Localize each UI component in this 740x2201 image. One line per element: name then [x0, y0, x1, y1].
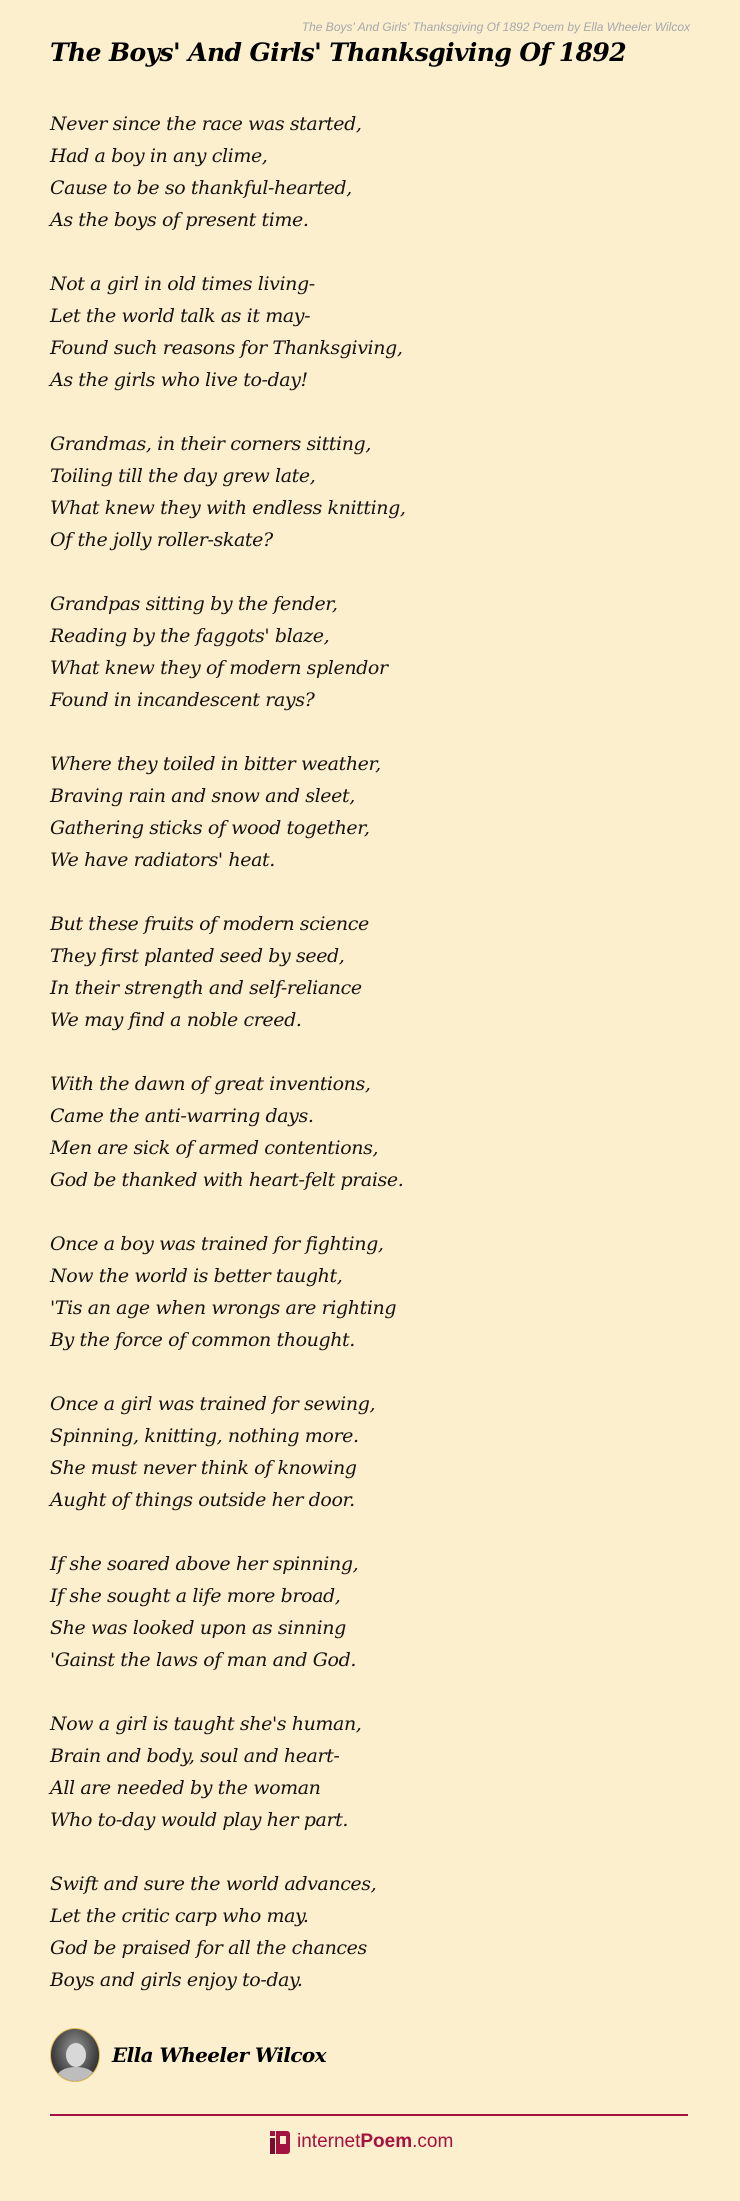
poem-line: As the girls who live to-day!: [50, 369, 308, 391]
logo-text-internet: internet: [297, 2131, 361, 2152]
logo-text-domain: .com: [412, 2131, 454, 2152]
poem-line: We may find a noble creed.: [50, 1009, 302, 1031]
stanza: [50, 588, 406, 716]
poem-line: 'Gainst the laws of man and God.: [50, 1649, 356, 1671]
poem-line: In their strength and self-reliance: [50, 977, 362, 999]
site-logo[interactable]: [270, 2129, 453, 2155]
poem-line: We have radiators' heat.: [50, 849, 275, 871]
poem-line: Of the jolly roller-skate?: [50, 529, 273, 551]
poem-line: Never since the race was started,: [50, 113, 362, 135]
poem-line: Had a boy in any clime,: [50, 145, 268, 167]
poem-line: Reading by the faggots' blaze,: [50, 625, 330, 647]
poem-line: Found such reasons for Thanksgiving,: [50, 337, 403, 359]
logo-text-poem: Poem: [360, 2131, 413, 2152]
poem-line: Aught of things outside her door.: [50, 1489, 355, 1511]
poem-line: Grandmas, in their corners sitting,: [50, 433, 371, 455]
stanza: [50, 748, 406, 876]
poem-line: As the boys of present time.: [50, 209, 309, 231]
poem-line: Brain and body, soul and heart-: [50, 1745, 340, 1767]
poem-line: Grandpas sitting by the fender,: [50, 593, 338, 615]
poem-line: She must never think of knowing: [50, 1457, 357, 1479]
stanza: [50, 428, 406, 556]
poem-line: What knew they of modern splendor: [50, 657, 388, 679]
stanza: [50, 108, 406, 236]
ip-logo-icon: [270, 2129, 290, 2155]
stanza: [50, 1708, 406, 1836]
poem-line: Let the critic carp who may.: [50, 1905, 309, 1927]
stanza: [50, 1548, 406, 1676]
poem-line: If she sought a life more broad,: [50, 1585, 341, 1607]
poem-line: She was looked upon as sinning: [50, 1617, 346, 1639]
poem-line: With the dawn of great inventions,: [50, 1073, 371, 1095]
poem-line: Once a girl was trained for sewing,: [50, 1393, 376, 1415]
author-name[interactable]: Ella Wheeler Wilcox: [112, 2043, 326, 2067]
poem-line: All are needed by the woman: [50, 1777, 321, 1799]
poem-line: Now the world is better taught,: [50, 1265, 343, 1287]
poem-line: Cause to be so thankful-hearted,: [50, 177, 352, 199]
poem-line: Where they toiled in bitter weather,: [50, 753, 381, 775]
stanza: [50, 1068, 406, 1196]
poem-line: Boys and girls enjoy to-day.: [50, 1969, 303, 1991]
stanza: [50, 1228, 406, 1356]
poem-line: Spinning, knitting, nothing more.: [50, 1425, 359, 1447]
poem-line: Found in incandescent rays?: [50, 689, 315, 711]
poem-line: Now a girl is taught she's human,: [50, 1713, 362, 1735]
poem-line: God be praised for all the chances: [50, 1937, 367, 1959]
stanza: [50, 1388, 406, 1516]
poem-line: What knew they with endless knitting,: [50, 497, 406, 519]
poem-line: Men are sick of armed contentions,: [50, 1137, 379, 1159]
poem-line: By the force of common thought.: [50, 1329, 355, 1351]
poem-line: God be thanked with heart-felt praise.: [50, 1169, 404, 1191]
poem-line: 'Tis an age when wrongs are righting: [50, 1297, 397, 1319]
poem-line: Who to-day would play her part.: [50, 1809, 349, 1831]
poem-line: But these fruits of modern science: [50, 913, 369, 935]
poem-line: If she soared above her spinning,: [50, 1553, 359, 1575]
poem-line: Toiling till the day grew late,: [50, 465, 316, 487]
footer-divider: [50, 2114, 688, 2116]
poem-line: Once a boy was trained for fighting,: [50, 1233, 384, 1255]
poem-body: [50, 108, 406, 2028]
stanza: [50, 908, 406, 1036]
poem-line: Let the world talk as it may-: [50, 305, 311, 327]
author-block[interactable]: [50, 2028, 326, 2082]
poem-line: Gathering sticks of wood together,: [50, 817, 370, 839]
poem-line: They first planted seed by seed,: [50, 945, 345, 967]
poem-line: Came the anti-warring days.: [50, 1105, 314, 1127]
author-portrait-icon[interactable]: [50, 2028, 100, 2082]
page-watermark: The Boys' And Girls' Thanksgiving Of 1892 Poem by Ella Wheeler Wilcox: [301, 20, 690, 34]
stanza: [50, 268, 406, 396]
stanza: [50, 1868, 406, 1996]
poem-line: Swift and sure the world advances,: [50, 1873, 377, 1895]
poem-title: The Boys' And Girls' Thanksgiving Of 1892: [50, 38, 626, 67]
poem-line: Not a girl in old times living-: [50, 273, 315, 295]
poem-line: Braving rain and snow and sleet,: [50, 785, 355, 807]
